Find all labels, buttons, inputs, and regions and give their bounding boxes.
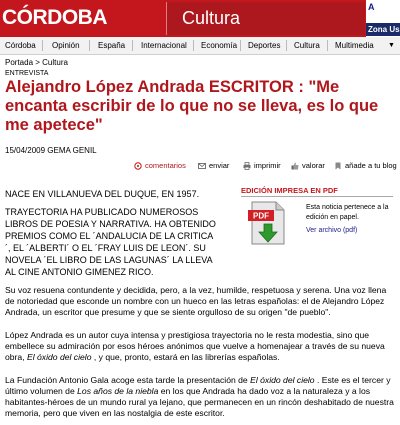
nav-item-deportes[interactable]: Deportes [248,41,281,50]
valorar-label: valorar [302,161,325,170]
header-corner [366,0,400,37]
nav-divider [89,40,90,51]
paragraph-text: en los que Andrada ha dado voz a la naturaleza y a los habitantes-héroes de un mundo rural ya lejano, que permanecen en un rincón deshabitado de nuestra memoria, pero que viven en las nostalgia de este escritor. [5,386,394,418]
article-kicker: ENTREVISTA [5,70,49,77]
imprimir-label: imprimir [254,161,281,170]
main-nav [0,37,400,55]
book-title: Los años de la niebla [77,386,159,396]
enviar-label: enviar [209,161,230,170]
article-paragraph: Su voz resuena contundente y decidida, pero, a la vez, humilde, respetuosa y serena. Una voz llena de notoriedad que esconde un nombre con un hueco en las letras españolas: el de Alejandro López Andrada, un escritor que presume y que se siente orgulloso de su origen "de pueblo". [5,285,387,317]
add-to-blog-link[interactable] [334,160,397,172]
thumbs-up-icon [291,162,299,170]
nav-item-cultura[interactable]: Cultura [294,41,320,50]
book-title: El óxido del cielo [26,352,92,362]
nav-item-internacional[interactable]: Internacional [141,41,187,50]
pdf-archive-link[interactable]: Ver archivo (pdf) [306,227,358,234]
site-logo[interactable]: CÓRDOBA [2,6,107,29]
nav-item-cordoba[interactable]: Córdoba [5,41,36,50]
bookmark-icon [334,162,342,170]
article-paragraph [5,330,397,363]
trayectoria-summary: TRAYECTORIA HA PUBLICADO NUMEROSOS LIBROS DE POESIA Y NARRATIVA. HA OBTENIDO PREMIOS COMO EL ´ANDALUCIA DE LA CRITICA´, EL ´ALBERTI´ O EL ´FRAY LUIS DE LEON´. SU NOVELA ´EL LIBRO DE LAS LAGUNAS´ LA LLEVA AL CINE ANTONIO GIMENEZ RICO. [5,207,216,277]
nav-item-opinion[interactable]: Opinión [52,41,80,50]
article-paragraph [5,375,397,419]
corner-letter[interactable]: A [368,2,375,12]
article-byline: 15/04/2009 GEMA GENIL [5,146,97,155]
pdf-icon-label: PDF [253,211,269,221]
chevron-down-icon: ▼ [388,42,395,49]
paragraph-text: , y que, pronto, estará en las librerías españolas. [91,352,280,362]
valorar-link[interactable] [291,160,325,172]
nav-divider [240,40,241,51]
nav-divider [193,40,194,51]
paragraph-text: La Fundación Antonio Gala acoge esta tarde la presentación de [5,375,251,385]
add-to-blog-label: añade a tu blog [345,161,397,170]
zona-usuarios-link[interactable]: Zona Us [368,25,400,34]
envelope-icon [198,162,206,170]
enviar-link[interactable] [198,160,229,172]
article-lead: NACE EN VILLANUEVA DEL DUQUE, EN 1957. [5,189,200,199]
site-header [0,0,400,37]
printer-icon [243,162,251,170]
comentarios-label: comentarios [145,161,186,170]
paragraph-text: . Este es el tercer y último volumen de [5,375,391,396]
nav-multimedia-label: Multimedia [335,41,374,50]
section-title[interactable]: Cultura [182,8,241,28]
breadcrumb[interactable]: Portada > Cultura [5,58,68,67]
sidebar-divider [241,196,393,197]
comentarios-link[interactable] [134,160,186,172]
nav-divider [286,40,287,51]
imprimir-link[interactable] [243,160,281,172]
sidebar-title: EDICIÓN IMPRESA EN PDF [241,186,338,195]
nav-item-multimedia[interactable] [330,37,400,54]
sidebar-description: Esta noticia pertenece a la edición en papel. [306,204,389,221]
pdf-icon[interactable] [248,200,288,246]
nav-item-espana[interactable]: España [98,41,126,50]
article-headline: Alejandro López Andrada ESCRITOR : "Me encanta escribir de lo que no se lleva, es lo que me apetece" [5,78,379,134]
book-title: El óxido del cielo [250,375,315,385]
section-banner [166,2,365,35]
nav-divider [42,40,43,51]
nav-item-economia[interactable]: Economía [201,41,238,50]
nav-divider [132,40,133,51]
paragraph-text: López Andrada es un autor cuya intensa y prestigiosa trayectoria no le resta modestia, sino que embellece su admiración por esos héroes anónimos que vuelve a homenajear a través de su nueva obra, [5,330,385,362]
comment-icon [134,162,142,170]
nav-divider [327,40,328,51]
